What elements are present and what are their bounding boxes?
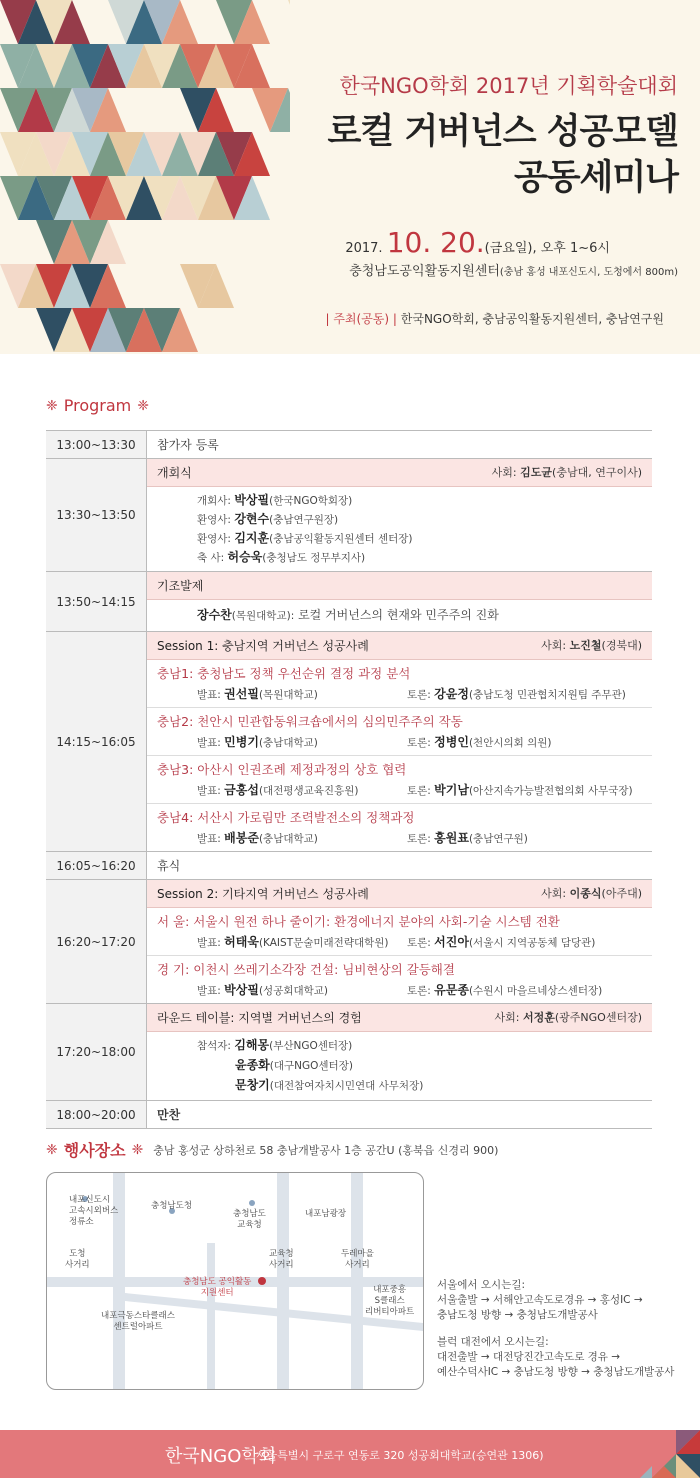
ornament-icon: ❈ bbox=[46, 1141, 58, 1158]
session-talk: 충남3: 아산시 인권조례 제정과정의 상호 협력 발표: 금홍섭(대전평생교육진흥원) 토론: 박기남(아산지속가능발전협의회 사무국장) bbox=[147, 756, 652, 804]
footer-bar bbox=[0, 1430, 700, 1478]
event-subtitle: 한국NGO학회 2017년 기획학술대회 bbox=[339, 74, 678, 98]
triangle-pattern bbox=[0, 0, 290, 354]
session-header: Session 2: 기타지역 거버넌스 성공사례 사회: 이종식(아주대) bbox=[147, 880, 652, 908]
map-label: 두레마을 사거리 bbox=[341, 1249, 374, 1270]
event-date: 2017. 10. 20.(금요일), 오후 1~6시 bbox=[345, 226, 610, 259]
map-label: 내포극동스타클래스 센트럴아파트 bbox=[101, 1311, 175, 1332]
event-title-line2: 공동세미나 bbox=[513, 158, 678, 198]
moderator: 사회: 노진철(경북대) bbox=[541, 639, 642, 652]
session-talk: 충남4: 서산시 가로림만 조력발전소의 정책과정 발표: 배봉준(충남대학교) 토론: 홍원표(충남연구원) bbox=[157, 810, 528, 845]
session-talk: 서 울: 서울시 원전 하나 줄이기: 환경에너지 분야의 사회-기술 시스템 전환 발표: 허태욱(KAIST문술미래전략대학원) 토론: 서진아(서울시 지역공동체 담당관) bbox=[147, 908, 652, 956]
footer-org: 한국NGO학회 bbox=[165, 1446, 277, 1467]
map-label: 내포신도시 고속시외버스 정류소 bbox=[69, 1195, 119, 1227]
session-header: 라운드 테이블: 지역별 거버넌스의 경험 사회: 서정훈(광주NGO센터장) bbox=[147, 1004, 652, 1032]
map-label: 내포남광장 bbox=[305, 1209, 347, 1219]
keynote: 장수찬(목원대학교): 로컬 거버넌스의 현재와 민주주의 진화 bbox=[197, 608, 499, 622]
header-banner bbox=[0, 0, 700, 354]
ornament-icon: ❈ bbox=[137, 397, 149, 414]
venue-heading: ❈ 행사장소 ❈ 충남 홍성군 상하천로 58 충남개발공사 1층 공간U (홍북읍 신경리 900) bbox=[46, 1141, 499, 1160]
directions: 서울에서 오시는길: 서울출발 → 서해안고속도로경유 → 홍성IC → 충남도청 방향 → 충청남도개발공사 블럭 대전에서 오시는길: 대전출발 → 대전당진간고속도로 경유 → 예산수덕사IC → 충남도청 방향 → 충청남도개발공사 bbox=[437, 1279, 675, 1378]
opening-speakers: 개회사: 박상필(한국NGO학회장) 환영사: 강현수(충남연구원장) 환영사: 김지훈(충남공익활동지원센터 센터장) 축 사: 허승욱(충청남도 정무부지사) bbox=[197, 493, 413, 564]
pattern-triangle bbox=[288, 0, 290, 44]
map-label: 교육청 사거리 bbox=[269, 1249, 294, 1270]
map-label: 내포중흥 S클래스 리버티아파트 bbox=[365, 1285, 415, 1317]
map-label: 도청 사거리 bbox=[65, 1249, 90, 1270]
venue-address: 충남 홍성군 상하천로 58 충남개발공사 1층 공간U (홍북읍 신경리 900) bbox=[153, 1143, 499, 1157]
map-label: 충청남도 교육청 bbox=[233, 1209, 266, 1230]
event-host: | 주최(공동) | 한국NGO학회, 충남공익활동지원센터, 충남연구원 bbox=[325, 312, 664, 326]
program-row: 16:05~16:20 휴식 bbox=[46, 852, 652, 880]
ornament-icon: ❈ bbox=[46, 397, 58, 414]
program-row: 13:00~13:30 참가자 등록 bbox=[46, 431, 652, 459]
session-header: 개회식 사회: 김도균(충남대, 연구이사) bbox=[147, 459, 652, 487]
program-table bbox=[46, 430, 652, 1129]
program-row: 16:20~17:20 Session 2: 기타지역 거버넌스 성공사례 사회: 이종식(아주대) 서 울: 서울시 원전 하나 줄이기: 환경에너지 분야의 사회-기술 시스템 전환 발표: 허태욱(KAIST문술미래전략대학원) 토론: 서진아(서울시 지역공동체 담당관) 경 기: 이천시 쓰레기소각장 건설: 님비현상의 갈등해결 발표: 박상필(성공회대학교) 토론: 유문종(수원시 마을르네상스센터장) bbox=[46, 880, 652, 1004]
footer-pattern bbox=[620, 1430, 700, 1478]
edu-office-marker bbox=[249, 1200, 255, 1206]
venue-map bbox=[46, 1172, 424, 1390]
program-heading: ❈ Program ❈ bbox=[46, 396, 149, 415]
footer-address: 서울특별시 구로구 연동로 320 성공회대학교(승연관 1306) bbox=[256, 1449, 544, 1462]
program-row: 13:50~14:15 기조발제 장수찬(목원대학교): 로컬 거버넌스의 현재와 민주주의 진화 bbox=[46, 572, 652, 632]
ornament-icon: ❈ bbox=[131, 1141, 144, 1158]
event-venue: 충청남도공익활동지원센터(충남 홍성 내포신도시, 도청에서 800m) bbox=[349, 264, 678, 279]
session-header: 기조발제 bbox=[147, 572, 652, 600]
session-header: Session 1: 충남지역 거버넌스 성공사례 사회: 노진철(경북대) bbox=[147, 632, 652, 660]
session-talk: 충남2: 천안시 민관합동워크숍에서의 심의민주주의 작동 발표: 민병기(충남대학교) 토론: 정병인(천안시의회 의원) bbox=[147, 708, 652, 756]
program-row: 17:20~18:00 라운드 테이블: 지역별 거버넌스의 경험 사회: 서정훈(광주NGO센터장) 참석자: 김해몽(부산NGO센터장) 윤종화(대구NGO센터장) 문창기(대전참여자치시민연대 사무처장) bbox=[46, 1004, 652, 1101]
moderator: 사회: 이종식(아주대) bbox=[541, 887, 642, 900]
roundtable-panel: 참석자: 김해몽(부산NGO센터장) 윤종화(대구NGO센터장) 문창기(대전참여자치시민연대 사무처장) bbox=[197, 1038, 424, 1092]
map-label: 충청남도청 bbox=[151, 1201, 193, 1211]
program-row: 14:15~16:05 Session 1: 충남지역 거버넌스 성공사례 사회: 노진철(경북대) 충남1: 충청남도 정책 우선순위 결정 과정 분석 발표: 권선필(목원대학교) 토론: 강윤정(충남도청 민관협치지원팀 주무관) 충남2: 천안시 민관합동워크숍에서의 심의민주주의 작동 발표: 민병기(충남대학교) 토론: 정병인(천안시의회 의원) 충남3: 아산시 인권조례 제정과정의 상호 협력 발표: 금홍섭(대전평생교육진흥원) 토론: 박기남(아산지속가능발전협의회 사무국장) 충남4: 서산시 가로림만 조력발전소의 정책과정 발표: 배봉준(충남대학교) 토론: 홍원표(충남연구원) bbox=[46, 632, 652, 852]
session-talk: 충남1: 충청남도 정책 우선순위 결정 과정 분석 발표: 권선필(목원대학교) 토론: 강윤정(충남도청 민관협치지원팀 주무관) bbox=[147, 660, 652, 708]
location-pin-icon bbox=[258, 1277, 266, 1285]
event-title-line1: 로컬 거버넌스 성공모델 bbox=[327, 112, 678, 152]
map-label-venue: 충청남도 공익활동 지원센터 bbox=[183, 1277, 252, 1298]
moderator: 사회: 서정훈(광주NGO센터장) bbox=[494, 1011, 642, 1024]
moderator: 사회: 김도균(충남대, 연구이사) bbox=[491, 466, 642, 479]
program-row: 18:00~20:00 만찬 bbox=[46, 1101, 652, 1129]
program-row: 13:30~13:50 개회식 사회: 김도균(충남대, 연구이사) 개회사: 박상필(한국NGO학회장) 환영사: 강현수(충남연구원장) 환영사: 김지훈(충남공익활동지원센터 센터장) 축 사: 허승욱(충청남도 정무부지사) bbox=[46, 459, 652, 572]
session-talk: 경 기: 이천시 쓰레기소각장 건설: 님비현상의 갈등해결 발표: 박상필(성공회대학교) 토론: 유문종(수원시 마을르네상스센터장) bbox=[157, 962, 603, 997]
